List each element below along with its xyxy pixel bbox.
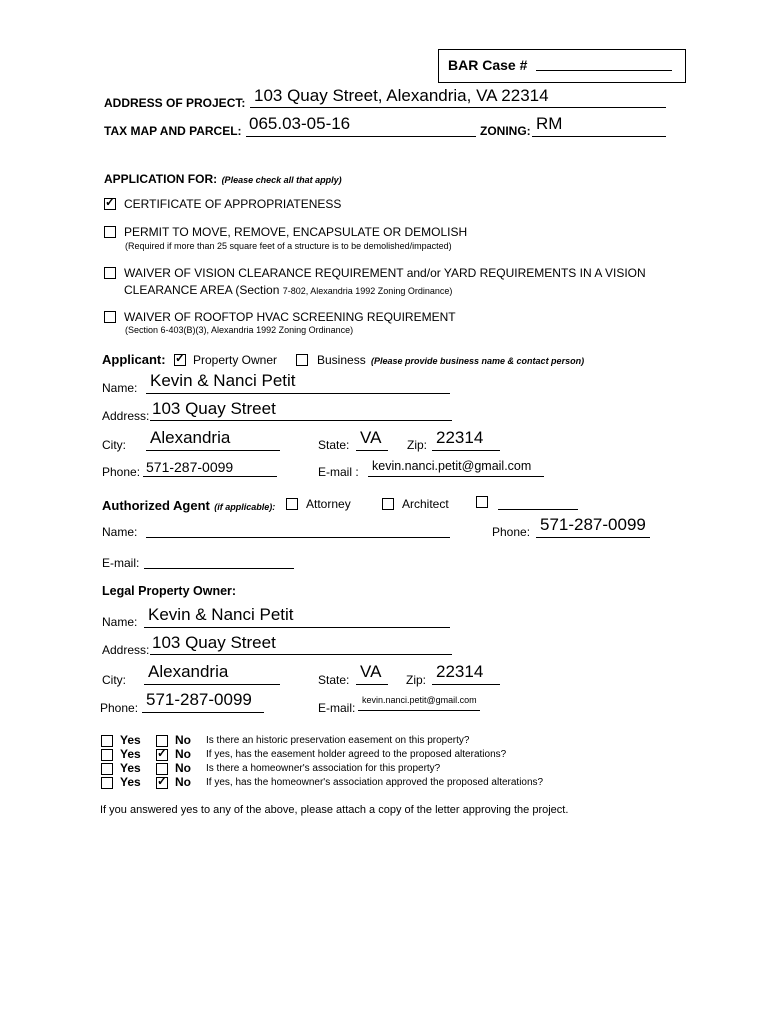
project-address-value[interactable]: 103 Quay Street, Alexandria, VA 22314 xyxy=(254,86,549,105)
applicant-address-line xyxy=(150,420,452,421)
applicant-state-label: State: xyxy=(318,438,350,452)
project-address-label: ADDRESS OF PROJECT: xyxy=(104,96,246,110)
owner-name-label: Name: xyxy=(102,615,138,629)
tax-map-value[interactable]: 065.03-05-16 xyxy=(249,114,351,133)
certificate-checkbox[interactable]: ✓ xyxy=(105,195,116,209)
property-owner-checkbox[interactable]: ✓ xyxy=(175,351,186,365)
q4-text: If yes, has the homeowner's association approved the proposed alterations? xyxy=(206,777,544,788)
applicant-name-label: Name: xyxy=(102,381,138,395)
agent-email-label: E-mail: xyxy=(102,556,140,570)
architect-label: Architect xyxy=(402,497,449,511)
agent-phone-value[interactable]: 571-287-0099 xyxy=(540,515,646,534)
owner-email-value[interactable]: kevin.nanci.petit@gmail.com xyxy=(362,695,477,705)
q1-yes-label: Yes xyxy=(120,733,141,747)
q1-no-label: No xyxy=(175,733,191,747)
q3-yes-label: Yes xyxy=(120,761,141,775)
applicant-name-line xyxy=(146,393,450,394)
attorney-checkbox[interactable] xyxy=(286,498,298,510)
owner-email-line xyxy=(358,710,480,711)
business-checkbox[interactable] xyxy=(296,354,308,366)
q2-text: If yes, has the easement holder agreed to the proposed alterations? xyxy=(206,749,507,760)
applicant-state-value[interactable]: VA xyxy=(360,428,382,447)
owner-city-value[interactable]: Alexandria xyxy=(148,662,229,681)
project-address-line xyxy=(250,107,666,108)
applicant-zip-value[interactable]: 22314 xyxy=(436,428,484,447)
owner-zip-label: Zip: xyxy=(406,673,427,687)
hvac-waiver-note: (Section 6-403(B)(3), Alexandria 1992 Zoning Ordinance) xyxy=(125,325,354,335)
certificate-label: CERTIFICATE OF APPROPRIATENESS xyxy=(124,197,342,211)
applicant-email-value[interactable]: kevin.nanci.petit@gmail.com xyxy=(372,459,532,473)
owner-email-label: E-mail: xyxy=(318,701,356,715)
applicant-phone-value[interactable]: 571-287-0099 xyxy=(146,459,234,475)
applicant-phone-line xyxy=(143,476,277,477)
other-agent-checkbox[interactable] xyxy=(476,496,488,508)
owner-phone-line xyxy=(142,712,264,713)
applicant-city-label: City: xyxy=(102,438,126,452)
owner-name-value[interactable]: Kevin & Nanci Petit xyxy=(148,605,294,624)
q3-text: Is there a homeowner's association for this property? xyxy=(206,763,441,774)
q2-yes-label: Yes xyxy=(120,747,141,761)
owner-zip-value[interactable]: 22314 xyxy=(436,662,484,681)
applicant-address-label: Address: xyxy=(102,409,150,423)
q1-text: Is there an historic preservation easement on this property? xyxy=(206,735,470,746)
zoning-line xyxy=(532,136,666,137)
owner-heading: Legal Property Owner: xyxy=(102,584,237,598)
owner-address-label: Address: xyxy=(102,643,150,657)
owner-state-label: State: xyxy=(318,673,350,687)
architect-checkbox[interactable] xyxy=(382,498,394,510)
applicant-phone-label: Phone: xyxy=(102,465,141,479)
owner-address-line xyxy=(150,654,452,655)
owner-state-line xyxy=(356,684,388,685)
agent-email-line[interactable] xyxy=(144,568,294,569)
applicant-heading: Applicant: xyxy=(102,352,166,367)
applicant-address-value[interactable]: 103 Quay Street xyxy=(152,399,276,418)
business-note: (Please provide business name & contact person) xyxy=(371,356,585,366)
applicant-state-line xyxy=(356,450,388,451)
property-owner-label: Property Owner xyxy=(193,353,278,367)
applicant-zip-label: Zip: xyxy=(407,438,428,452)
q3-yes-checkbox[interactable] xyxy=(101,763,113,775)
zoning-label: ZONING: xyxy=(480,124,531,138)
other-agent-line[interactable] xyxy=(498,509,578,510)
business-label: Business xyxy=(317,353,366,367)
owner-address-value[interactable]: 103 Quay Street xyxy=(152,633,276,652)
q2-no-label: No xyxy=(175,747,191,761)
owner-city-label: City: xyxy=(102,673,126,687)
q4-yes-checkbox[interactable] xyxy=(101,777,113,789)
owner-zip-line xyxy=(432,684,500,685)
vision-waiver-label: WAIVER OF VISION CLEARANCE REQUIREMENT and/or YARD REQUIREMENTS IN A VISION xyxy=(124,266,646,280)
agent-heading: Authorized Agent (if applicable): xyxy=(102,498,276,513)
permit-checkbox[interactable] xyxy=(104,226,116,238)
agent-name-line[interactable] xyxy=(146,537,450,538)
applicant-email-label: E-mail : xyxy=(318,465,359,479)
permit-label: PERMIT TO MOVE, REMOVE, ENCAPSULATE OR DEMOLISH xyxy=(124,225,468,239)
bar-case-field[interactable] xyxy=(536,70,672,71)
agent-phone-line xyxy=(536,537,650,538)
hvac-waiver-label: WAIVER OF ROOFTOP HVAC SCREENING REQUIREMENT xyxy=(124,310,456,324)
applicant-zip-line xyxy=(432,450,500,451)
q3-no-label: No xyxy=(175,761,191,775)
tax-map-label: TAX MAP AND PARCEL: xyxy=(104,124,242,138)
vision-waiver-checkbox[interactable] xyxy=(104,267,116,279)
applicant-city-line xyxy=(146,450,280,451)
zoning-value[interactable]: RM xyxy=(536,114,563,133)
permit-note: (Required if more than 25 square feet of a structure is to be demolished/impacted) xyxy=(125,241,452,251)
application-heading: APPLICATION FOR: (Please check all that apply) xyxy=(104,172,342,186)
hvac-waiver-checkbox[interactable] xyxy=(104,311,116,323)
applicant-name-value[interactable]: Kevin & Nanci Petit xyxy=(150,371,296,390)
attorney-label: Attorney xyxy=(306,497,351,511)
agent-name-label: Name: xyxy=(102,525,138,539)
owner-phone-label: Phone: xyxy=(100,701,139,715)
q4-no-checkbox[interactable]: ✓ xyxy=(157,774,168,788)
tax-map-line xyxy=(246,136,476,137)
vision-waiver-label-2: CLEARANCE AREA (Section 7-802, Alexandria 1992 Zoning Ordinance) xyxy=(124,283,453,297)
q4-yes-label: Yes xyxy=(120,775,141,789)
owner-city-line xyxy=(144,684,280,685)
bar-case-label: BAR Case # xyxy=(448,57,528,73)
owner-phone-value[interactable]: 571-287-0099 xyxy=(146,690,252,709)
q1-yes-checkbox[interactable] xyxy=(101,735,113,747)
owner-state-value[interactable]: VA xyxy=(360,662,382,681)
agent-phone-label: Phone: xyxy=(492,525,531,539)
questions-footer: If you answered yes to any of the above, please attach a copy of the letter approving the project. xyxy=(100,804,569,816)
q2-no-checkbox[interactable]: ✓ xyxy=(157,746,168,760)
q2-yes-checkbox[interactable] xyxy=(101,749,113,761)
applicant-city-value[interactable]: Alexandria xyxy=(150,428,231,447)
applicant-email-line xyxy=(368,476,544,477)
owner-name-line xyxy=(144,627,450,628)
q4-no-label: No xyxy=(175,775,191,789)
